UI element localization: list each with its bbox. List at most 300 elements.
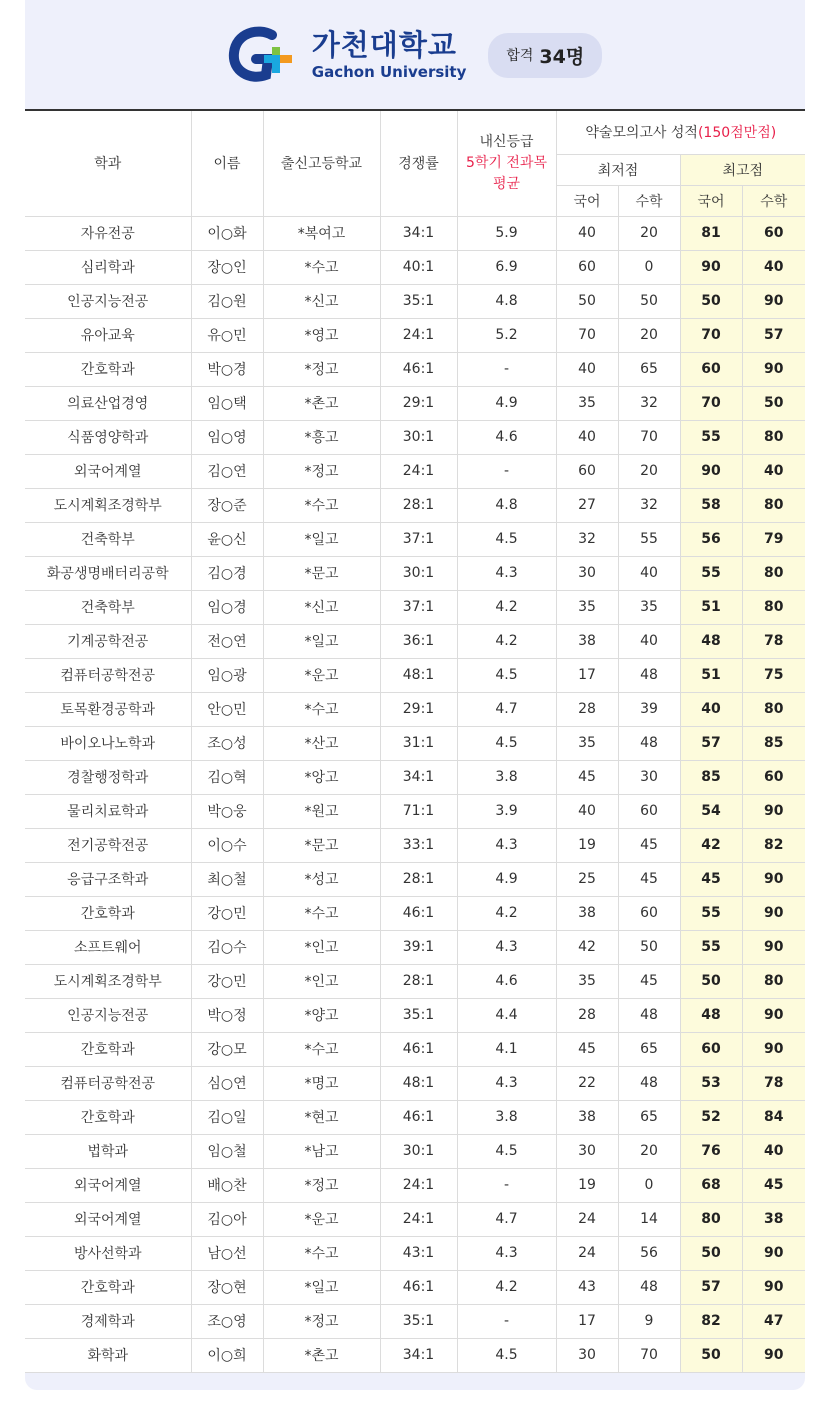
table-row <box>25 1270 805 1304</box>
cell-min-math: 9 <box>618 1304 680 1338</box>
cell-grade: 4.6 <box>457 420 556 454</box>
cell-min-korean: 50 <box>556 284 618 318</box>
header-min-korean: 국어 <box>556 185 618 216</box>
cell-ratio: 24:1 <box>380 1168 457 1202</box>
cell-min-korean: 40 <box>556 420 618 454</box>
cell-min-math: 70 <box>618 420 680 454</box>
cell-min-korean: 24 <box>556 1202 618 1236</box>
cell-grade: 4.2 <box>457 590 556 624</box>
cell-max-korean: 54 <box>680 794 742 828</box>
table-row <box>25 454 805 488</box>
cell-ratio: 36:1 <box>380 624 457 658</box>
cell-min-korean: 27 <box>556 488 618 522</box>
table-row <box>25 488 805 522</box>
cell-dept: 컴퓨터공학전공 <box>25 658 191 692</box>
cell-max-math: 79 <box>742 522 805 556</box>
cell-grade: 3.9 <box>457 794 556 828</box>
cell-school: *촌고 <box>263 386 380 420</box>
cell-grade: 3.8 <box>457 760 556 794</box>
cell-grade: 4.5 <box>457 658 556 692</box>
cell-max-korean: 60 <box>680 352 742 386</box>
cell-school: *성고 <box>263 862 380 896</box>
results-body <box>25 216 805 1372</box>
cell-grade: 4.9 <box>457 862 556 896</box>
cell-max-korean: 52 <box>680 1100 742 1134</box>
table-row <box>25 556 805 590</box>
cell-dept: 외국어계열 <box>25 454 191 488</box>
cell-max-math: 60 <box>742 760 805 794</box>
cell-min-math: 65 <box>618 352 680 386</box>
cell-grade: - <box>457 1304 556 1338</box>
cell-name: 김○일 <box>191 1100 263 1134</box>
cell-dept: 기계공학전공 <box>25 624 191 658</box>
cell-min-math: 14 <box>618 1202 680 1236</box>
cell-dept: 소프트웨어 <box>25 930 191 964</box>
cell-grade: 4.4 <box>457 998 556 1032</box>
table-row <box>25 760 805 794</box>
cell-grade: 4.3 <box>457 828 556 862</box>
cell-min-math: 20 <box>618 216 680 250</box>
cell-name: 유○민 <box>191 318 263 352</box>
cell-school: *정고 <box>263 1168 380 1202</box>
cell-dept: 토목환경공학과 <box>25 692 191 726</box>
table-row <box>25 624 805 658</box>
cell-grade: 4.7 <box>457 692 556 726</box>
cell-max-korean: 50 <box>680 1236 742 1270</box>
cell-max-korean: 48 <box>680 998 742 1032</box>
cell-min-math: 70 <box>618 1338 680 1372</box>
table-row <box>25 1134 805 1168</box>
cell-ratio: 33:1 <box>380 828 457 862</box>
cell-max-korean: 50 <box>680 964 742 998</box>
cell-name: 강○민 <box>191 896 263 930</box>
cell-ratio: 35:1 <box>380 284 457 318</box>
cell-school: *현고 <box>263 1100 380 1134</box>
cell-ratio: 35:1 <box>380 1304 457 1338</box>
cell-dept: 화학과 <box>25 1338 191 1372</box>
cell-dept: 물리치료학과 <box>25 794 191 828</box>
cell-max-math: 40 <box>742 1134 805 1168</box>
cell-name: 김○경 <box>191 556 263 590</box>
cell-max-korean: 68 <box>680 1168 742 1202</box>
results-table <box>25 111 805 1373</box>
cell-name: 이○화 <box>191 216 263 250</box>
cell-dept: 화공생명배터리공학 <box>25 556 191 590</box>
cell-ratio: 28:1 <box>380 862 457 896</box>
cell-max-math: 38 <box>742 1202 805 1236</box>
cell-grade: 4.9 <box>457 386 556 420</box>
cell-min-math: 35 <box>618 590 680 624</box>
cell-min-korean: 70 <box>556 318 618 352</box>
cell-min-math: 0 <box>618 1168 680 1202</box>
header-grade-line2: 5학기 전과목 <box>466 154 547 171</box>
cell-max-math: 80 <box>742 488 805 522</box>
cell-max-math: 57 <box>742 318 805 352</box>
cell-min-math: 60 <box>618 896 680 930</box>
cell-max-math: 78 <box>742 1066 805 1100</box>
cell-name: 조○성 <box>191 726 263 760</box>
cell-name: 강○모 <box>191 1032 263 1066</box>
cell-name: 남○선 <box>191 1236 263 1270</box>
cell-min-math: 45 <box>618 862 680 896</box>
cell-name: 장○준 <box>191 488 263 522</box>
cell-school: *문고 <box>263 828 380 862</box>
cell-dept: 건축학부 <box>25 522 191 556</box>
cell-school: *수고 <box>263 1236 380 1270</box>
cell-ratio: 34:1 <box>380 760 457 794</box>
cell-name: 강○민 <box>191 964 263 998</box>
cell-min-korean: 60 <box>556 250 618 284</box>
cell-name: 조○영 <box>191 1304 263 1338</box>
table-row <box>25 1304 805 1338</box>
cell-max-korean: 42 <box>680 828 742 862</box>
cell-name: 김○연 <box>191 454 263 488</box>
cell-dept: 식품영양학과 <box>25 420 191 454</box>
cell-dept: 인공지능전공 <box>25 284 191 318</box>
cell-max-math: 90 <box>742 1236 805 1270</box>
cell-dept: 간호학과 <box>25 1100 191 1134</box>
cell-dept: 건축학부 <box>25 590 191 624</box>
cell-min-korean: 17 <box>556 658 618 692</box>
cell-grade: 4.8 <box>457 284 556 318</box>
header-mock <box>556 111 805 154</box>
table-row <box>25 930 805 964</box>
cell-min-math: 48 <box>618 658 680 692</box>
cell-max-korean: 40 <box>680 692 742 726</box>
cell-school: *정고 <box>263 352 380 386</box>
cell-grade: 4.3 <box>457 1236 556 1270</box>
table-row <box>25 1032 805 1066</box>
cell-min-math: 20 <box>618 454 680 488</box>
cell-max-korean: 82 <box>680 1304 742 1338</box>
cell-ratio: 43:1 <box>380 1236 457 1270</box>
cell-max-math: 80 <box>742 692 805 726</box>
cell-max-korean: 51 <box>680 590 742 624</box>
table-row <box>25 964 805 998</box>
header <box>25 0 805 110</box>
cell-dept: 전기공학전공 <box>25 828 191 862</box>
table-row <box>25 794 805 828</box>
cell-max-math: 50 <box>742 386 805 420</box>
cell-ratio: 46:1 <box>380 1032 457 1066</box>
cell-dept: 심리학과 <box>25 250 191 284</box>
table-row <box>25 352 805 386</box>
cell-school: *촌고 <box>263 1338 380 1372</box>
cell-min-math: 39 <box>618 692 680 726</box>
table-row <box>25 998 805 1032</box>
cell-grade: 4.5 <box>457 1338 556 1372</box>
cell-max-math: 82 <box>742 828 805 862</box>
cell-dept: 법학과 <box>25 1134 191 1168</box>
cell-grade: 4.2 <box>457 896 556 930</box>
cell-grade: 4.3 <box>457 556 556 590</box>
cell-dept: 도시계획조경학부 <box>25 488 191 522</box>
cell-grade: 3.8 <box>457 1100 556 1134</box>
cell-max-math: 40 <box>742 250 805 284</box>
cell-name: 장○현 <box>191 1270 263 1304</box>
cell-min-korean: 17 <box>556 1304 618 1338</box>
cell-max-korean: 90 <box>680 250 742 284</box>
cell-name: 박○정 <box>191 998 263 1032</box>
cell-dept: 바이오나노학과 <box>25 726 191 760</box>
cell-max-korean: 60 <box>680 1032 742 1066</box>
cell-max-korean: 58 <box>680 488 742 522</box>
header-grade <box>457 111 556 216</box>
cell-min-korean: 35 <box>556 590 618 624</box>
table-row <box>25 1066 805 1100</box>
cell-school: *신고 <box>263 284 380 318</box>
cell-ratio: 46:1 <box>380 896 457 930</box>
cell-school: *흥고 <box>263 420 380 454</box>
cell-min-math: 48 <box>618 1066 680 1100</box>
cell-min-korean: 40 <box>556 352 618 386</box>
cell-max-korean: 90 <box>680 454 742 488</box>
header-min-math: 수학 <box>618 185 680 216</box>
cell-ratio: 30:1 <box>380 556 457 590</box>
cell-min-math: 65 <box>618 1100 680 1134</box>
header-name: 이름 <box>191 111 263 216</box>
cell-name: 임○택 <box>191 386 263 420</box>
cell-school: *인고 <box>263 930 380 964</box>
cell-max-math: 90 <box>742 352 805 386</box>
cell-ratio: 35:1 <box>380 998 457 1032</box>
cell-max-korean: 57 <box>680 726 742 760</box>
cell-school: *명고 <box>263 1066 380 1100</box>
cell-dept: 의료산업경영 <box>25 386 191 420</box>
cell-ratio: 40:1 <box>380 250 457 284</box>
cell-ratio: 37:1 <box>380 522 457 556</box>
cell-ratio: 29:1 <box>380 386 457 420</box>
cell-school: *문고 <box>263 556 380 590</box>
cell-ratio: 30:1 <box>380 1134 457 1168</box>
gachon-logo-icon <box>228 25 304 85</box>
cell-max-korean: 53 <box>680 1066 742 1100</box>
cell-max-korean: 55 <box>680 896 742 930</box>
cell-dept: 외국어계열 <box>25 1168 191 1202</box>
cell-min-math: 48 <box>618 998 680 1032</box>
header-ratio: 경쟁률 <box>380 111 457 216</box>
cell-max-korean: 55 <box>680 556 742 590</box>
cell-min-math: 45 <box>618 828 680 862</box>
university-logo <box>228 25 467 85</box>
cell-max-korean: 57 <box>680 1270 742 1304</box>
cell-min-korean: 22 <box>556 1066 618 1100</box>
cell-school: *운고 <box>263 1202 380 1236</box>
cell-school: *앙고 <box>263 760 380 794</box>
cell-max-math: 90 <box>742 1270 805 1304</box>
cell-max-korean: 51 <box>680 658 742 692</box>
cell-ratio: 39:1 <box>380 930 457 964</box>
header-max: 최고점 <box>680 154 805 185</box>
cell-grade: 4.5 <box>457 1134 556 1168</box>
cell-name: 전○연 <box>191 624 263 658</box>
cell-max-math: 47 <box>742 1304 805 1338</box>
cell-school: *정고 <box>263 1304 380 1338</box>
table-row <box>25 216 805 250</box>
cell-name: 박○경 <box>191 352 263 386</box>
cell-grade: 4.2 <box>457 624 556 658</box>
table-row <box>25 726 805 760</box>
cell-max-korean: 80 <box>680 1202 742 1236</box>
cell-min-korean: 35 <box>556 726 618 760</box>
cell-ratio: 48:1 <box>380 1066 457 1100</box>
cell-name: 이○희 <box>191 1338 263 1372</box>
cell-max-math: 78 <box>742 624 805 658</box>
cell-dept: 간호학과 <box>25 1270 191 1304</box>
cell-max-korean: 45 <box>680 862 742 896</box>
cell-min-korean: 32 <box>556 522 618 556</box>
cell-school: *수고 <box>263 692 380 726</box>
pass-count-badge <box>488 33 602 78</box>
cell-school: *양고 <box>263 998 380 1032</box>
cell-grade: 4.2 <box>457 1270 556 1304</box>
cell-max-korean: 81 <box>680 216 742 250</box>
table-row <box>25 692 805 726</box>
cell-name: 임○광 <box>191 658 263 692</box>
cell-min-math: 30 <box>618 760 680 794</box>
cell-school: *정고 <box>263 454 380 488</box>
cell-dept: 컴퓨터공학전공 <box>25 1066 191 1100</box>
cell-max-korean: 70 <box>680 386 742 420</box>
cell-grade: - <box>457 454 556 488</box>
cell-max-math: 60 <box>742 216 805 250</box>
table-row <box>25 658 805 692</box>
cell-name: 장○인 <box>191 250 263 284</box>
cell-grade: 4.3 <box>457 1066 556 1100</box>
cell-name: 김○수 <box>191 930 263 964</box>
cell-ratio: 24:1 <box>380 318 457 352</box>
cell-ratio: 30:1 <box>380 420 457 454</box>
cell-min-korean: 35 <box>556 964 618 998</box>
cell-min-korean: 45 <box>556 1032 618 1066</box>
table-row <box>25 522 805 556</box>
cell-dept: 간호학과 <box>25 352 191 386</box>
cell-max-math: 40 <box>742 454 805 488</box>
cell-name: 윤○신 <box>191 522 263 556</box>
cell-max-korean: 85 <box>680 760 742 794</box>
table-row <box>25 590 805 624</box>
cell-max-math: 80 <box>742 964 805 998</box>
cell-name: 김○원 <box>191 284 263 318</box>
cell-ratio: 29:1 <box>380 692 457 726</box>
header-max-korean: 국어 <box>680 185 742 216</box>
cell-ratio: 34:1 <box>380 1338 457 1372</box>
cell-max-math: 85 <box>742 726 805 760</box>
cell-name: 김○아 <box>191 1202 263 1236</box>
cell-grade: 4.6 <box>457 964 556 998</box>
cell-min-math: 20 <box>618 318 680 352</box>
cell-name: 안○민 <box>191 692 263 726</box>
table-row <box>25 250 805 284</box>
table-row <box>25 862 805 896</box>
cell-min-korean: 45 <box>556 760 618 794</box>
cell-grade: 5.2 <box>457 318 556 352</box>
cell-max-korean: 55 <box>680 930 742 964</box>
cell-name: 임○철 <box>191 1134 263 1168</box>
cell-name: 임○영 <box>191 420 263 454</box>
cell-dept: 인공지능전공 <box>25 998 191 1032</box>
cell-grade: 4.8 <box>457 488 556 522</box>
cell-min-korean: 40 <box>556 794 618 828</box>
cell-school: *남고 <box>263 1134 380 1168</box>
table-row <box>25 1100 805 1134</box>
cell-grade: 4.5 <box>457 522 556 556</box>
table-row <box>25 420 805 454</box>
cell-school: *일고 <box>263 522 380 556</box>
cell-max-math: 80 <box>742 420 805 454</box>
cell-dept: 경찰행정학과 <box>25 760 191 794</box>
cell-min-math: 32 <box>618 488 680 522</box>
cell-min-math: 50 <box>618 930 680 964</box>
cell-min-korean: 28 <box>556 998 618 1032</box>
cell-min-math: 45 <box>618 964 680 998</box>
cell-school: *영고 <box>263 318 380 352</box>
cell-min-math: 56 <box>618 1236 680 1270</box>
cell-dept: 외국어계열 <box>25 1202 191 1236</box>
cell-max-korean: 48 <box>680 624 742 658</box>
table-row <box>25 1202 805 1236</box>
cell-dept: 경제학과 <box>25 1304 191 1338</box>
cell-name: 박○웅 <box>191 794 263 828</box>
header-grade-line3: 평균 <box>492 175 521 192</box>
cell-school: *인고 <box>263 964 380 998</box>
cell-max-math: 75 <box>742 658 805 692</box>
cell-grade: - <box>457 1168 556 1202</box>
cell-school: *수고 <box>263 1032 380 1066</box>
cell-name: 배○찬 <box>191 1168 263 1202</box>
cell-grade: 6.9 <box>457 250 556 284</box>
cell-grade: 4.1 <box>457 1032 556 1066</box>
cell-min-math: 20 <box>618 1134 680 1168</box>
cell-max-math: 80 <box>742 556 805 590</box>
cell-min-korean: 24 <box>556 1236 618 1270</box>
table-row <box>25 1338 805 1372</box>
cell-min-math: 60 <box>618 794 680 828</box>
cell-school: *일고 <box>263 1270 380 1304</box>
cell-min-korean: 30 <box>556 556 618 590</box>
cell-min-korean: 19 <box>556 828 618 862</box>
cell-ratio: 46:1 <box>380 1270 457 1304</box>
cell-dept: 간호학과 <box>25 1032 191 1066</box>
cell-school: *산고 <box>263 726 380 760</box>
cell-min-korean: 35 <box>556 386 618 420</box>
cell-min-korean: 30 <box>556 1134 618 1168</box>
cell-max-korean: 50 <box>680 1338 742 1372</box>
cell-max-math: 90 <box>742 862 805 896</box>
cell-grade: 4.7 <box>457 1202 556 1236</box>
cell-max-math: 90 <box>742 930 805 964</box>
cell-max-math: 90 <box>742 794 805 828</box>
cell-school: *수고 <box>263 488 380 522</box>
header-school: 출신고등학교 <box>263 111 380 216</box>
cell-max-math: 45 <box>742 1168 805 1202</box>
cell-dept: 도시계획조경학부 <box>25 964 191 998</box>
cell-min-math: 0 <box>618 250 680 284</box>
cell-grade: 4.3 <box>457 930 556 964</box>
cell-ratio: 46:1 <box>380 352 457 386</box>
cell-name: 임○경 <box>191 590 263 624</box>
table-row <box>25 318 805 352</box>
cell-ratio: 48:1 <box>380 658 457 692</box>
cell-max-korean: 76 <box>680 1134 742 1168</box>
logo-korean-name: 가천대학교 <box>311 27 457 62</box>
header-dept: 학과 <box>25 111 191 216</box>
cell-min-korean: 19 <box>556 1168 618 1202</box>
cell-school: *원고 <box>263 794 380 828</box>
cell-ratio: 31:1 <box>380 726 457 760</box>
cell-max-math: 84 <box>742 1100 805 1134</box>
cell-ratio: 46:1 <box>380 1100 457 1134</box>
